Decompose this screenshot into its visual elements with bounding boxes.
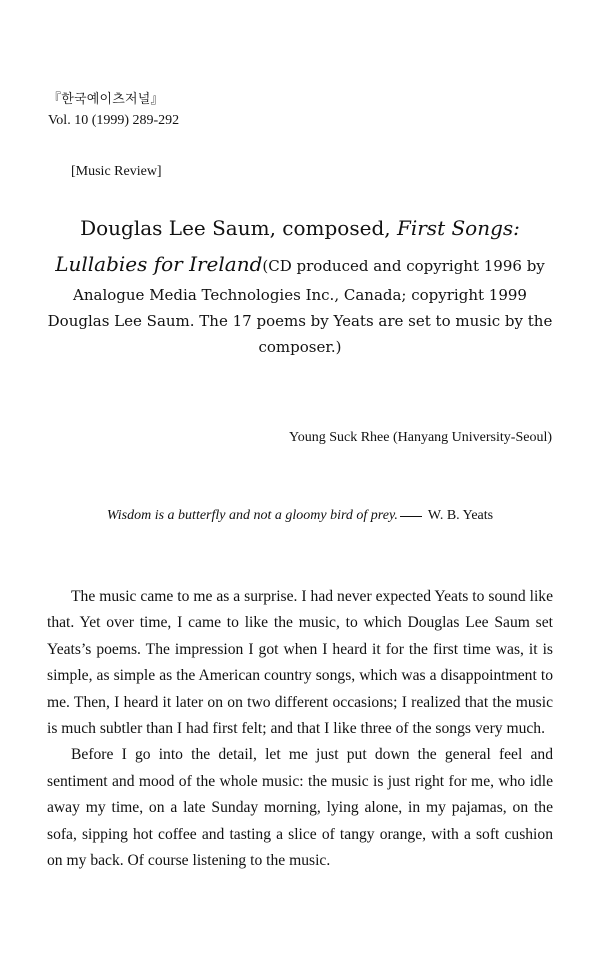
- paragraph: The music came to me as a surprise. I had never expected Yeats to sound like that. Yet over time, I came to like the music, to which Douglas Lee Saum set Yeats’s poems. The impression I got when I heard it for the first time was, it is simple, as simple as the American country songs, which was a disappointment to me. Then, I heard it later on on two different occasions; I realized that the music is much subtler than I had first felt; and that I like three of the songs very much.: [47, 588, 553, 738]
- journal-name: 『한국예이츠저널』: [48, 91, 164, 106]
- epigraph: [40, 508, 560, 524]
- epigraph-attribution: W. B. Yeats: [427, 508, 494, 523]
- review-title: [40, 210, 560, 360]
- title-details-rest: 1996 by Analogue Media Technologies Inc., Canada; copyright 1999 Douglas Lee Saum. The 17 poems by Yeats are set to music by the composer.): [47, 257, 553, 356]
- section-label: [Music Review]: [71, 164, 162, 179]
- epigraph-dash: [400, 516, 422, 517]
- volume-info: Vol. 10 (1999) 289-292: [48, 113, 180, 128]
- title-composer-prefix: Douglas Lee Saum, composed,: [80, 216, 397, 240]
- title-details: [40, 246, 560, 360]
- paragraph: Before I go into the detail, let me just put down the general feel and sentiment and mood of the whole music: the music is just right for me, who idle away my time, on a late Sunday morning, lying alone, in my pajamas, on the sofa, sipping hot coffee and tasting a slice of tangy orange, with a soft cushion on my back. Of course listening to the music.: [47, 746, 553, 870]
- title-work-part2: Lullabies for Ireland: [55, 252, 263, 276]
- epigraph-quote: Wisdom is a butterfly and not a gloomy bird of prey.: [106, 508, 398, 523]
- body-text: [47, 584, 553, 874]
- title-work-part1: First Songs:: [396, 216, 520, 240]
- title-details-inline: (CD produced and copyright: [262, 257, 479, 275]
- title-line-1: [40, 210, 560, 246]
- author-affiliation: Young Suck Rhee (Hanyang University-Seoul): [289, 430, 552, 445]
